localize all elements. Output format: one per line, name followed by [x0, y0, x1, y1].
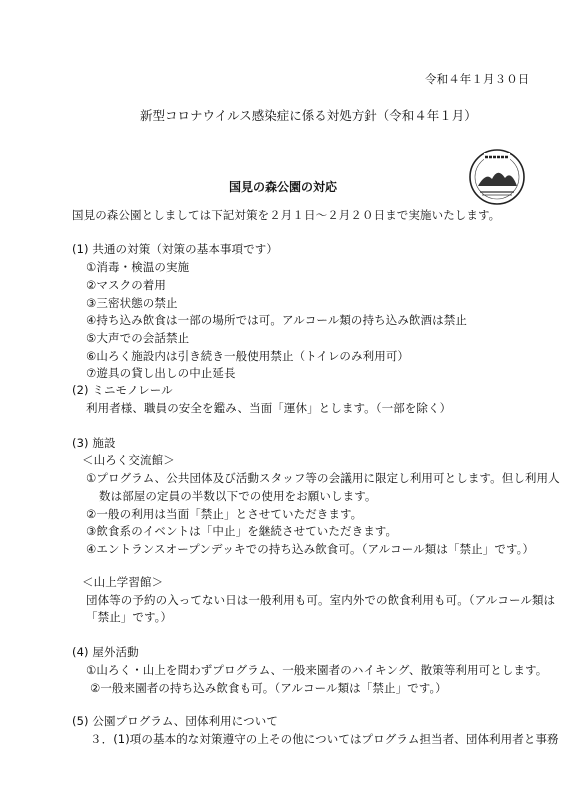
- s3-item: ①プログラム、公共団体及び活動スタッフ等の会議用に限定し利用可とします。但し利用人: [86, 471, 560, 485]
- s2-text: 利用者様、職員の安全を鑑み、当面「運休」とします。（一部を除く）: [86, 401, 452, 415]
- s3-item: 数は部屋の定員の半数以下での使用をお願いします。: [99, 489, 377, 503]
- s3-subheading: ＜山ろく交流館＞: [82, 453, 175, 467]
- s1-item: ⑦遊具の貸し出しの中止延長: [86, 366, 236, 380]
- park-seal-stamp: [468, 148, 526, 206]
- s3-sub2-line: 団体等の予約の入ってない日は一般利用も可。室内外での飲食利用も可。（アルコール類は: [86, 593, 556, 607]
- s4-item: ②一般来園者の持ち込み飲食も可。（アルコール類は「禁止」です。）: [90, 681, 447, 695]
- document-date: 令和４年１月３０日: [425, 72, 530, 86]
- s1-item: ④持ち込み飲食は一部の場所では可。アルコール類の持ち込み飲酒は禁止: [86, 313, 467, 327]
- section5-heading: (5) 公園プログラム、団体利用について: [72, 714, 278, 728]
- s3-subheading: ＜山上学習館＞: [82, 575, 164, 589]
- s1-item: ③三密状態の禁止: [86, 296, 178, 310]
- section2-heading: (2) ミニモノレール: [72, 383, 173, 397]
- intro-text: 国見の森公園としましては下記対策を２月１日～２月２０日まで実施いたします。: [72, 208, 501, 222]
- s1-item: ⑤大声での会話禁止: [86, 331, 190, 345]
- s3-item: ③飲食系のイベントは「中止」を継続させていただきます。: [86, 524, 398, 538]
- s4-item: ①山ろく・山上を問わずプログラム、一般来園者のハイキング、散策等利用可とします。: [86, 663, 548, 677]
- s1-item: ①消毒・検温の実施: [86, 260, 190, 274]
- s5-text: ３．(1)項の基本的な対策遵守の上その他についてはプログラム担当者、団体利用者と事務: [90, 732, 559, 746]
- s3-sub2-line: 「禁止」です。）: [86, 610, 173, 624]
- document-title: 新型コロナウイルス感染症に係る対処方針（令和４年１月）: [140, 108, 477, 123]
- s3-item: ②一般の利用は当面「禁止」とさせていただきます。: [86, 507, 363, 521]
- s1-item: ⑥山ろく施設内は引き続き一般使用禁止（トイレのみ利用可）: [86, 349, 410, 363]
- s1-item: ②マスクの着用: [86, 278, 167, 292]
- section3-heading: (3) 施設: [72, 436, 116, 450]
- section1-heading: (1) 共通の対策（対策の基本事項です）: [72, 242, 278, 256]
- s3-item: ④エントランスオープンデッキでの持ち込み飲食可。（アルコール類は「禁止」です。）: [86, 542, 535, 556]
- section4-heading: (4) 屋外活動: [72, 645, 139, 659]
- section-subtitle: 国見の森公園の対応: [229, 180, 338, 194]
